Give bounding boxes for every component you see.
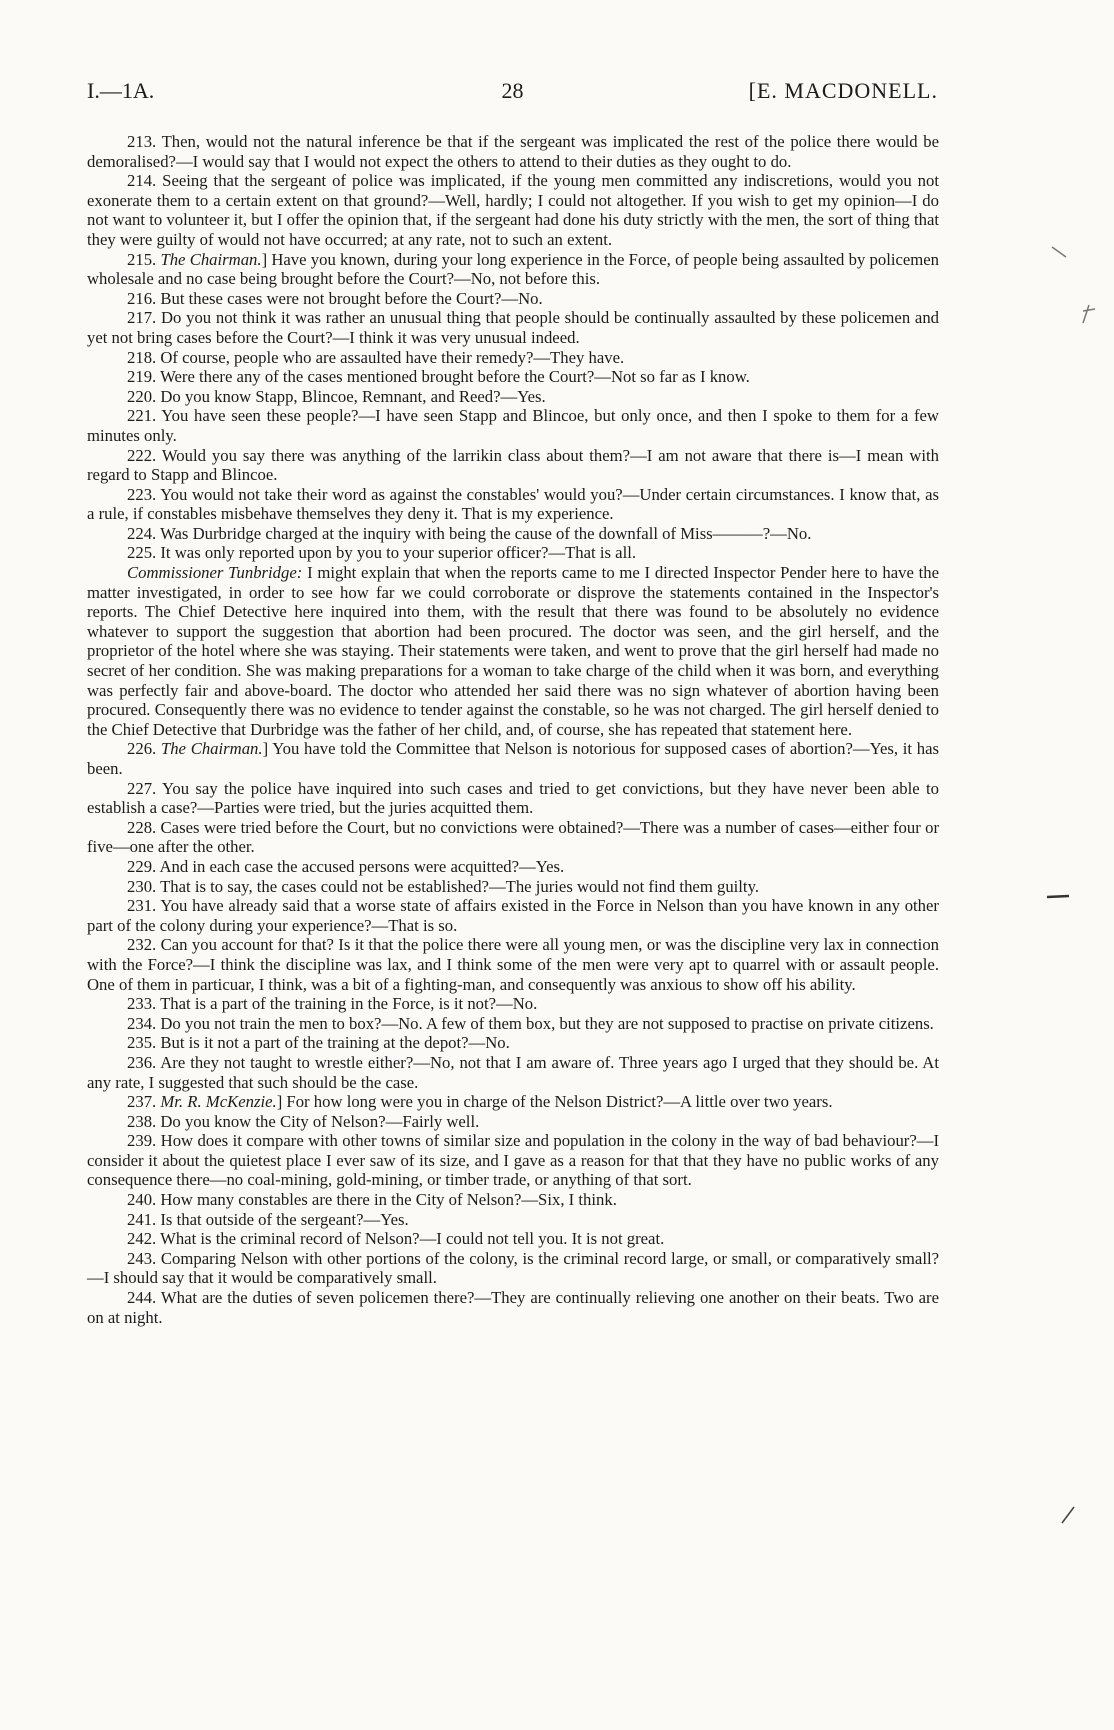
evidence-text: [87, 132, 939, 1327]
paragraph-225: 225. It was only reported upon by you to your superior officer?—That is all.: [127, 543, 637, 563]
paper-reference: I.—1A.: [87, 78, 155, 103]
paragraph-228: 228. Cases were tried before the Court, but no convictions were obtained?—There was a number of cases—either four or five—one after the other.: [87, 817, 939, 857]
page-number: 28: [501, 78, 524, 103]
margin-pencil-mark: [1060, 1505, 1076, 1525]
paragraph-230: 230. That is to say, the cases could not be established?—The juries would not find them guilty.: [127, 876, 760, 896]
paragraph-219: 219. Were there any of the cases mentioned brought before the Court?—Not so far as I know.: [127, 367, 750, 387]
paragraph-234: 234. Do you not train the men to box?—No. A few of them box, but they are not supposed to practise on private citizens.: [127, 1013, 934, 1033]
margin-pencil-mark: [1050, 245, 1070, 261]
paragraph-243: 243. Comparing Nelson with other portions of the colony, is the criminal record large, or small, or comparatively small?—I should say that it would be comparatively small.: [87, 1248, 939, 1288]
paragraph-214: 214. Seeing that the sergeant of police was implicated, if the young men committed any indiscretions, would you not exonerate them to a certain extent on that ground?—Well, hardly; I could not altogether. If you wish to get my opinion—I do not want to volunteer it, but I offer the opinion that, if the sergeant had done his duty strictly with the men, the sort of thing that they were guilty of would not have occurred; at any rate, not to such an extent.: [87, 171, 939, 249]
paragraph-215: 215. The Chairman.] Have you known, during your long experience in the Force, of people being assaulted by policemen wholesale and no case being brought before the Court?—No, not before this.: [87, 249, 940, 289]
paragraph-241: 241. Is that outside of the sergeant?—Yes.: [127, 1209, 409, 1229]
paragraph-221: 221. You have seen these people?—I have seen Stapp and Blincoe, but only once, and then I spoke to them for a few minutes only.: [87, 406, 939, 445]
paragraph-216: 216. But these cases were not brought before the Court?—No.: [127, 288, 543, 308]
paragraph-213: 213. Then, would not the natural inference be that if the sergeant was implicated the rest of the police there would be demoralised?—I would say that I would not expect the others to attend to their duties as they ought to do.: [87, 132, 939, 171]
paragraph-233: 233. That is a part of the training in the Force, is it not?—No.: [127, 994, 538, 1014]
paragraph-231: 231. You have already said that a worse state of affairs existed in the Force in Nelson than you have known in any other part of the colony during your experience?—That is so.: [87, 896, 939, 935]
paragraph-220: 220. Do you know Stapp, Blincoe, Remnant, and Reed?—Yes.: [127, 386, 546, 406]
witness-name: [E. MACDONELL.: [748, 78, 938, 103]
margin-pencil-mark: [1045, 892, 1071, 902]
paragraph-242: 242. What is the criminal record of Nelson?—I could not tell you. It is not great.: [127, 1229, 665, 1249]
paragraph-240: 240. How many constables are there in the City of Nelson?—Six, I think.: [127, 1190, 617, 1210]
margin-pencil-mark: [1075, 303, 1097, 325]
paragraph-229: 229. And in each case the accused persons were acquitted?—Yes.: [127, 856, 565, 876]
paragraph-218: 218. Of course, people who are assaulted have their remedy?—They have.: [127, 347, 625, 367]
paragraph-232: 232. Can you account for that? Is it that the police there were all young men, or was the discipline very lax in connection with the Force?—I think the discipline was lax, and I think some of the men were very apt to quarrel with or assault people. One of them in particuar, I think, was a bit of a fighting-man, and consequently was anxious to show off his ability.: [87, 935, 940, 994]
paragraph-235: 235. But is it not a part of the training at the depot?—No.: [127, 1033, 510, 1053]
paragraph-238: 238. Do you know the City of Nelson?—Fairly well.: [127, 1111, 480, 1131]
paragraph-239: 239. How does it compare with other towns of similar size and population in the colony in the way of bad behaviour?—I consider it about the quietest place I ever saw of its size, and I gave as a reason for that that they have no public works of any consequence there—no coal-mining, gold-mining, or timber trade, or anything of that sort.: [87, 1131, 940, 1190]
paragraph-222: 222. Would you say there was anything of the larrikin class about them?—I am not aware that there is—I mean with regard to Stapp and Blincoe.: [87, 445, 939, 485]
page-header: [87, 78, 938, 108]
paragraph-224: 224. Was Durbridge charged at the inquiry with being the cause of the downfall of Miss———?—No.: [127, 523, 812, 543]
paragraph-223: 223. You would not take their word as against the constables' would you?—Under certain circumstances. I know that, as a rule, if constables misbehave themselves they deny it. That is my experience.: [87, 484, 939, 524]
paragraph-commissioner-statement: Commissioner Tunbridge: I might explain that when the reports came to me I directed Inspector Pender here to have the matter investigated, in order to see how far we could corroborate or disprove the statements contained in the Inspector's reports. The Chief Detective here inquired into them, with the result that there was found to be absolutely no evidence whatever to support the suggestion that abortion had been procured. The doctor was seen, and the girl herself, and the proprietor of the hotel where she was staying. Their statements were taken, and went to prove that the girl herself had made no secret of her condition. She was making preparations for a woman to take charge of the child when it was born, and everything was perfectly fair and above-board. The doctor who attended her said there was no sign whatever of abortion having been procured. Consequently there was no evidence to tender against the constable, so he was not charged. The girl herself denied to the Chief Detective that Durbridge was the father of her child, and, of course, she has repeated that statement here.: [87, 563, 939, 739]
paragraph-227: 227. You say the police have inquired into such cases and tried to get convictions, but they have never been able to establish a case?—Parties were tried, but the juries acquitted them.: [87, 778, 939, 818]
paragraph-244: 244. What are the duties of seven policemen there?—They are continually relieving one another on their beats. Two are on at night.: [87, 1288, 940, 1327]
paragraph-237: 237. Mr. R. McKenzie.] For how long were you in charge of the Nelson District?—A little over two years.: [127, 1092, 833, 1112]
paragraph-217: 217. Do you not think it was rather an unusual thing that people should be continually assaulted by these policemen and yet not bring cases before the Court?—I think it was very unusual indeed.: [87, 308, 940, 347]
paragraph-236: 236. Are they not taught to wrestle either?—No, not that I am aware of. Three years ago I urged that they should be. At any rate, I suggested that such should be the case.: [87, 1052, 939, 1092]
paragraph-226: 226. The Chairman.] You have told the Committee that Nelson is notorious for supposed cases of abortion?—Yes, it has been.: [87, 739, 940, 778]
